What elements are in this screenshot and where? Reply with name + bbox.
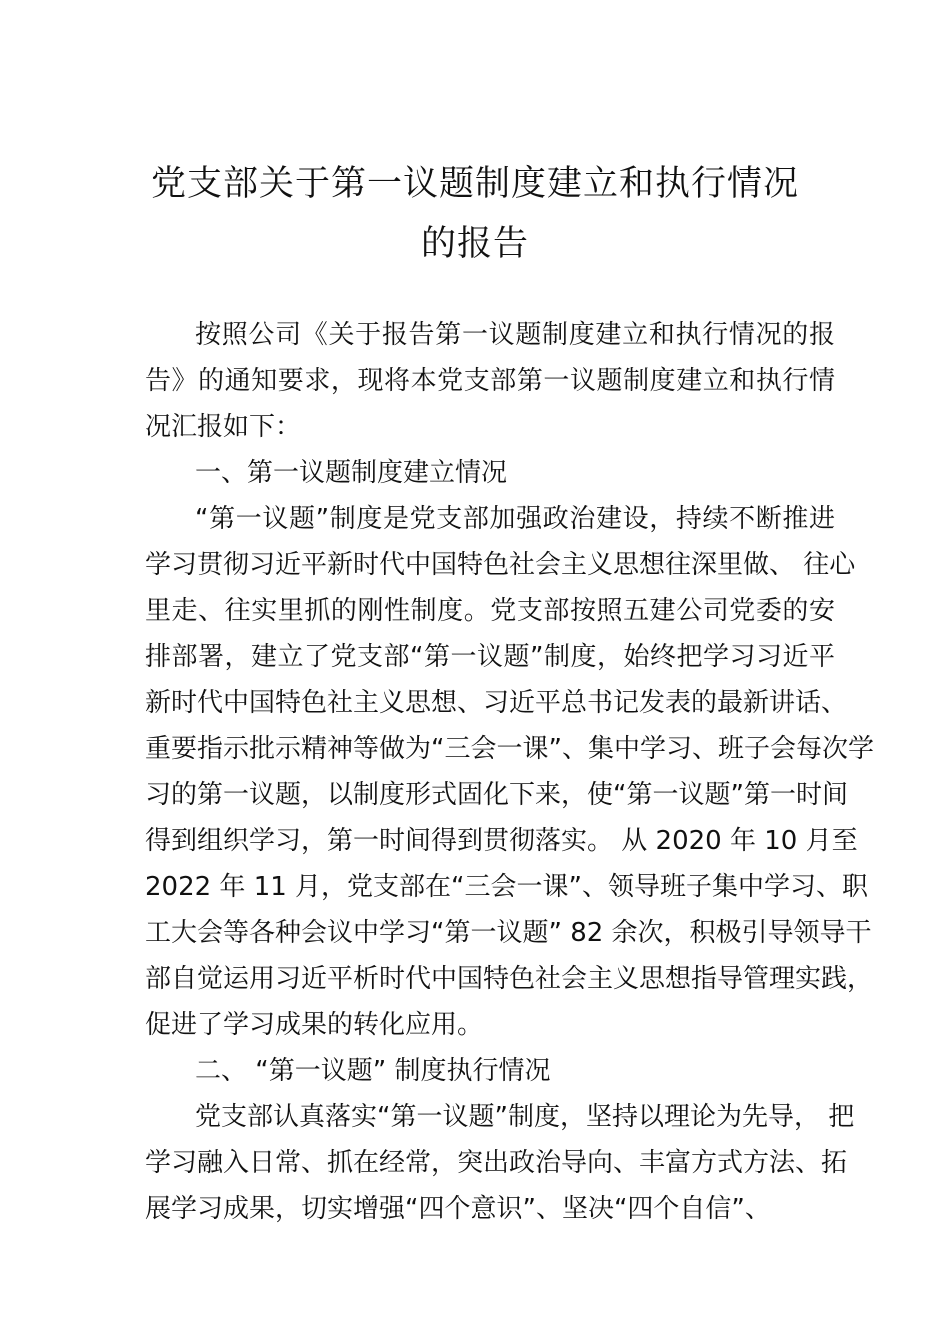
paragraph-section1-line: 排部署，建立了党支部“第一议题”制度，始终把学习习近平 — [145, 642, 835, 672]
paragraph-intro-line: 告》的通知要求，现将本党支部第一议题制度建立和执行情 — [145, 366, 835, 396]
paragraph-section1-line: 里走、往实里抓的刚性制度。党支部按照五建公司党委的安 — [145, 596, 835, 626]
section-heading-1: 一、第一议题制度建立情况 — [195, 458, 508, 488]
paragraph-section1-line: 习的第一议题，以制度形式固化下来，使“第一议题”第一时间 — [145, 780, 848, 810]
paragraph-section1-line: 工大会等各种会议中学习“第一议题” 82 余次，积极引导领导干 — [145, 918, 872, 948]
paragraph-section1-line: 重要指示批示精神等做为“三会一课”、集中学习、班子会每次学 — [145, 734, 874, 764]
paragraph-section2-line: 党支部认真落实“第一议题”制度，坚持以理论为先导， 把 — [195, 1102, 855, 1132]
paragraph-section2-line: 学习融入日常、抓在经常，突出政治导向、丰富方式方法、拓 — [145, 1148, 848, 1178]
paragraph-intro-line: 况汇报如下： — [145, 412, 302, 442]
paragraph-intro-line: 按照公司《关于报告第一议题制度建立和执行情况的报 — [195, 320, 835, 350]
document-title-line-2: 的报告 — [420, 224, 529, 264]
section-heading-2: 二、 “第一议题” 制度执行情况 — [195, 1056, 551, 1086]
paragraph-section1-line: 2022 年 11 月，党支部在“三会一课”、领导班子集中学习、职 — [145, 872, 868, 902]
paragraph-section1-line: 学习贯彻习近平新时代中国特色社会主义思想往深里做、 往心 — [145, 550, 856, 580]
paragraph-section1-line: 促进了学习成果的转化应用。 — [145, 1010, 484, 1040]
paragraph-section1-line: 新时代中国特色社主义思想、习近平总书记发表的最新讲话、 — [145, 688, 848, 718]
paragraph-section2-line: 展学习成果，切实增强“四个意识”、坚决“四个自信”、 — [145, 1194, 771, 1224]
paragraph-section1-line: “第一议题”制度是党支部加强政治建设，持续不断推进 — [195, 504, 835, 534]
paragraph-section1-line: 部自觉运用习近平析时代中国特色社会主义思想指导管理实践， — [145, 964, 874, 994]
paragraph-section1-line: 得到组织学习，第一时间得到贯彻落实。 从 2020 年 10 月至 — [145, 826, 858, 856]
document-title-line-1: 党支部关于第一议题制度建立和执行情况 — [150, 164, 799, 204]
